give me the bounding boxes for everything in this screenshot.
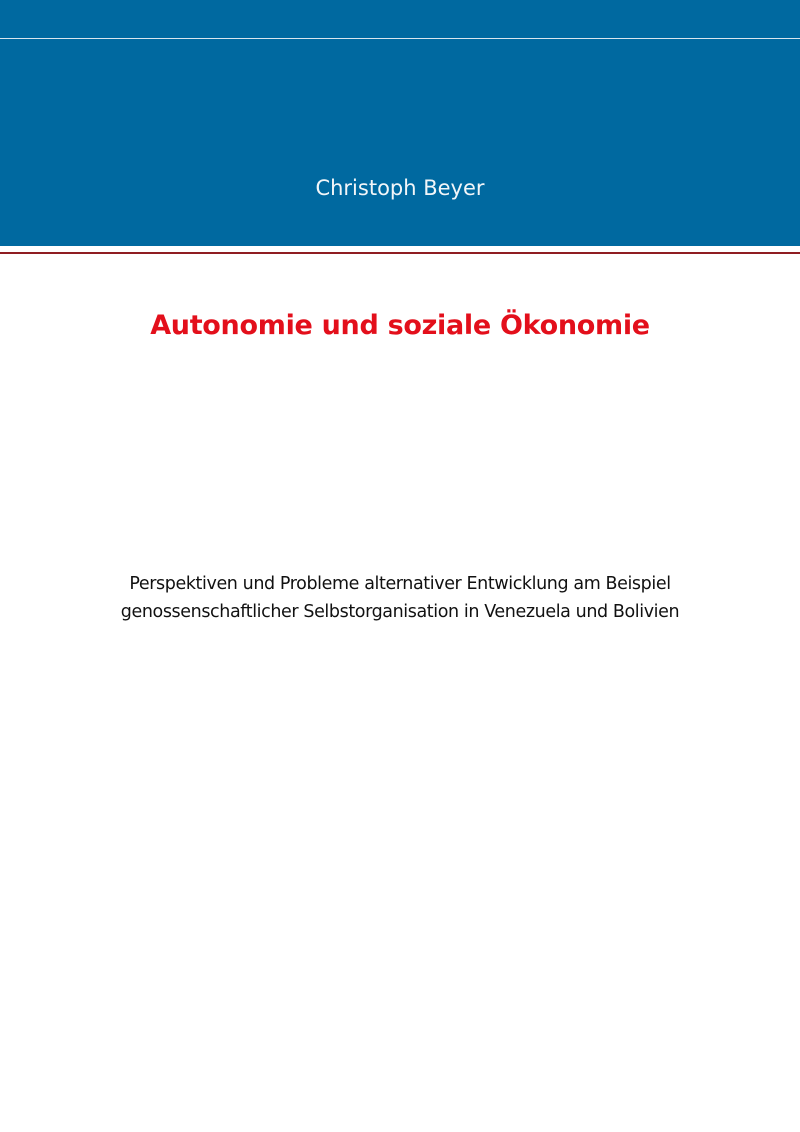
header-band [0,0,800,246]
red-divider-rule [0,252,800,254]
subtitle-line-1: Perspektiven und Probleme alternativer Entwicklung am Beispiel [129,574,671,594]
book-title: Autonomie und soziale Ökonomie [150,310,650,341]
header-divider-line [0,38,800,39]
book-subtitle [40,570,760,626]
subtitle-line-2: genossenschaftlicher Selbstorganisation in Venezuela und Bolivien [120,602,680,622]
author-name: Christoph Beyer [315,176,485,200]
